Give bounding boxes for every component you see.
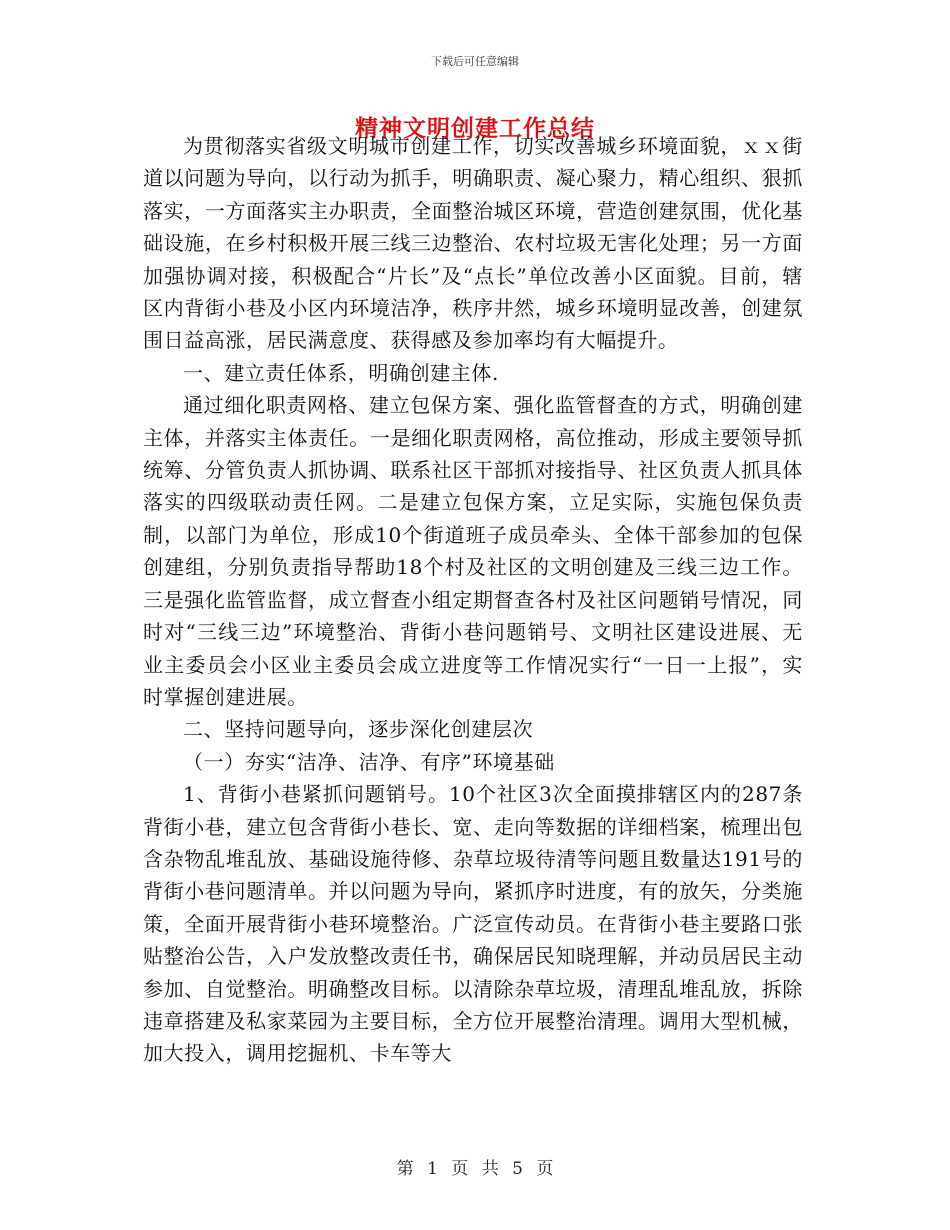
- footer-current-page: 1: [427, 1159, 438, 1179]
- body-paragraph-responsibility: 通过细化职责网格、建立包保方案、强化监管督查的方式，明确创建主体，并落实主体责任。一是细化职责网格，高位推动，形成主要领导抓统筹、分管负责人抓协调、联系社区干部抓对接指导、社区负责人抓具体落实的四级联动责任网。二是建立包保方案，立足实际，实施包保负责制，以部门为单位，形成10个街道班子成员牵头、全体干部参加的包保创建组，分别负责指导帮助18个村及社区的文明创建及三线三边工作。三是强化监管监督，成立督查小组定期督查各村及社区问题销号情况，同时对“三线三边”环境整治、背街小巷问题销号、文明社区建设进展、无业主委员会小区业主委员会成立进度等工作情况实行“一日一上报”，实时掌握创建进展。: [143, 393, 803, 709]
- document-body: [143, 130, 803, 1070]
- body-paragraph-intro: 为贯彻落实省级文明城市创建工作，切实改善城乡环境面貌，ｘｘ街道以问题为导向，以行动为抓手，明确职责、凝心聚力，精心组织、狠抓落实，一方面落实主办职责，全面整治城区环境，营造创建氛围，优化基础设施，在乡村积极开展三线三边整治、农村垃圾无害化处理；另一方面加强协调对接，积极配合“片长”及“点长”单位改善小区面貌。目前，辖区内背街小巷及小区内环境洁净，秩序井然，城乡环境明显改善，创建氛围日益高涨，居民满意度、获得感及参加率均有大幅提升。: [143, 134, 803, 353]
- footer-total-word: 共: [481, 1159, 499, 1179]
- body-paragraph-alleys: 1、背街小巷紧抓问题销号。10个社区3次全面摸排辖区内的287条背街小巷，建立包含背街小巷长、宽、走向等数据的详细档案，梳理出包含杂物乱堆乱放、基础设施待修、杂草垃圾待清等问题且数量达191号的背街小巷问题清单。并以问题为导向，紧抓序时进度，有的放矢，分类施策，全面开展背街小巷环境整治。广泛宣传动员。在背街小巷主要路口张贴整治公告，入户发放整改责任书，确保居民知晓理解，并动员居民主动参加、自觉整治。明确整改目标。以清除杂草垃圾，清理乱堆乱放，拆除违章搭建及私家菜园为主要目标，全方位开展整治清理。调用大型机械，加大投入，调用挖掘机、卡车等大: [143, 782, 803, 1066]
- page-footer: [0, 1154, 950, 1179]
- footer-page-word: 页: [451, 1159, 469, 1179]
- footer-suffix: 页: [536, 1159, 554, 1179]
- subsection-heading-1: （一）夯实“洁净、洁净、有序”环境基础: [183, 749, 555, 774]
- footer-prefix: 第: [396, 1159, 414, 1179]
- document-title: 精神文明创建工作总结: [355, 115, 595, 142]
- header-note: 下载后可任意编辑: [431, 55, 519, 68]
- section-heading-1: 一、建立责任体系，明确创建主体.: [183, 360, 499, 385]
- section-heading-2: 二、坚持问题导向，逐步深化创建层次: [183, 717, 534, 742]
- footer-total-pages: 5: [512, 1159, 523, 1179]
